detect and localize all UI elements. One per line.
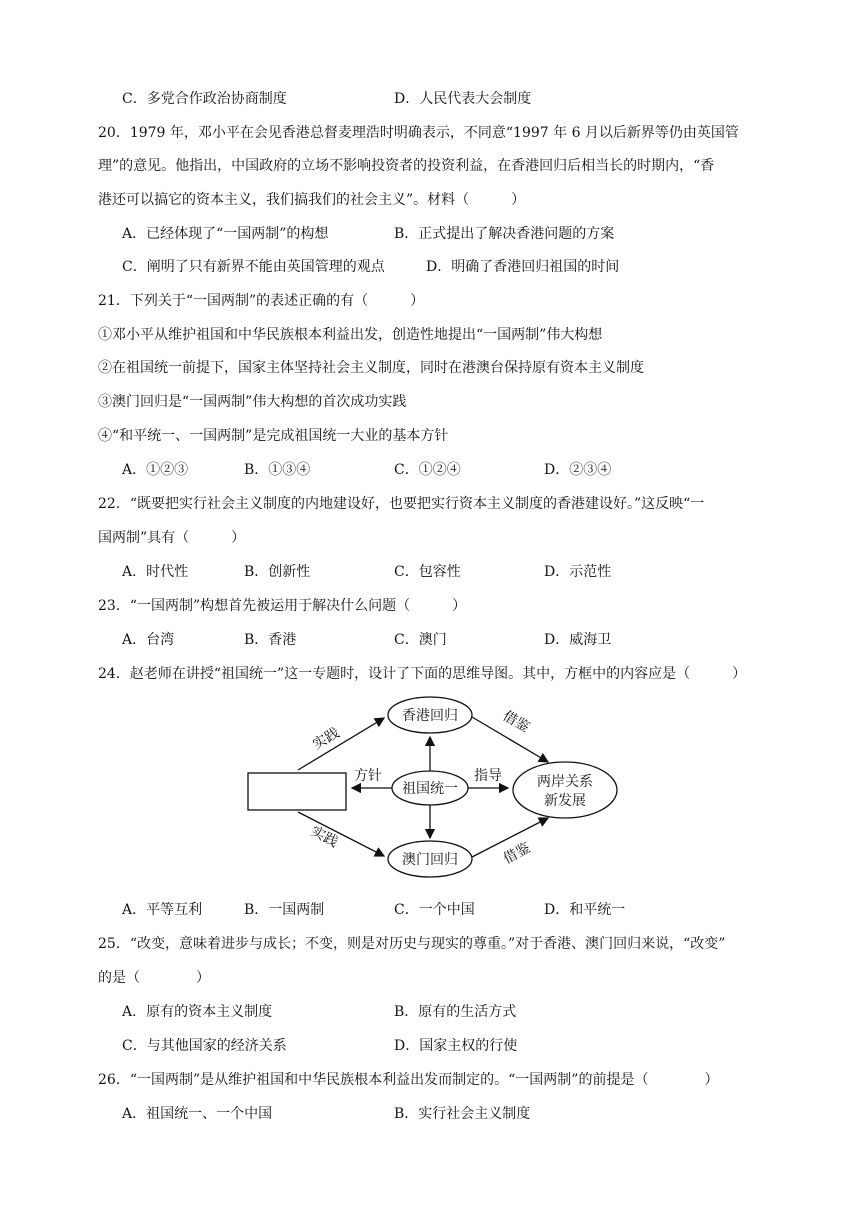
q22-text-line-2: 国两制”具有（ ） — [98, 530, 246, 546]
edge-label-practice-top: 实践 — [310, 725, 343, 753]
q20-text-line-3: 港还可以搞它的资本主义，我们搞我们的社会主义”。材料（ ） — [98, 192, 526, 208]
q22-option-c: C．包容性 — [394, 564, 461, 580]
q24-mind-map-diagram — [240, 690, 630, 890]
q26-question: 26．“一国两制”是从维护祖国和中华民族根本利益出发而制定的。“一国两制”的前提是（ ） — [98, 1072, 719, 1088]
q22-option-d: D．示范性 — [544, 564, 612, 580]
q21-option-b: B．①③④ — [244, 462, 311, 478]
q22-text-line-1: 22．“既要把实行社会主义制度的内地建设好，也要把实行资本主义制度的香港建设好。”这反映“一 — [98, 496, 705, 512]
edge-label-practice-bottom: 实践 — [308, 823, 341, 851]
q24-option-c: C．一个中国 — [394, 902, 475, 918]
q25-option-d: D．国家主权的行使 — [394, 1038, 518, 1054]
arrow-box-to-top — [298, 718, 384, 770]
center-node-label: 祖国统一 — [402, 781, 458, 797]
answer-box — [248, 773, 346, 810]
q20-option-b: B．正式提出了解决香港问题的方案 — [394, 226, 615, 242]
q24-option-a: A．平等互利 — [122, 902, 203, 918]
q20-option-c: C．阐明了只有新界不能由英国管理的观点 — [122, 259, 385, 275]
edge-label-policy: 方针 — [354, 768, 382, 784]
q22-option-b: B．创新性 — [244, 564, 311, 580]
q22-option-a: A．时代性 — [122, 564, 189, 580]
q20-option-d: D．明确了香港回归祖国的时间 — [426, 259, 620, 275]
q21-option-c: C．①②④ — [394, 462, 461, 478]
q21-option-a: A．①②③ — [122, 462, 189, 478]
q26-option-b: B．实行社会主义制度 — [394, 1106, 531, 1122]
right-node-ellipse — [513, 762, 617, 818]
q19-option-d: D．人民代表大会制度 — [394, 91, 532, 107]
q24-option-d: D．和平统一 — [544, 902, 626, 918]
q19-option-c: C．多党合作政治协商制度 — [122, 91, 287, 107]
q20-text-line-1: 20．1979 年，邓小平在会见香港总督麦理浩时明确表示，不同意“1997 年 6 月以后新界等仍由英国管 — [98, 125, 739, 141]
bottom-node-label: 澳门回归 — [402, 852, 458, 868]
q25-text-line-2: 的是（ ） — [98, 970, 210, 986]
edge-label-guide: 指导 — [474, 768, 502, 784]
q25-option-a: A．原有的资本主义制度 — [122, 1004, 273, 1020]
q20-option-a: A．已经体现了“一国两制”的构想 — [122, 226, 329, 242]
right-node-label-line-2: 新发展 — [544, 793, 586, 809]
q20-text-line-2: 理”的意见。他指出，中国政府的立场不影响投资者的投资利益，在香港回归后相当长的时期内，“香 — [98, 158, 715, 174]
q23-option-c: C．澳门 — [394, 632, 447, 648]
q24-option-b: B．一国两制 — [244, 902, 325, 918]
q25-text-line-1: 25．“改变，意味着进步与成长；不变，则是对历史与现实的尊重。”对于香港、澳门回归来说，“改变” — [98, 936, 726, 952]
q25-option-c: C．与其他国家的经济关系 — [122, 1038, 287, 1054]
q21-statement-4: ④“和平统一、一国两制”是完成祖国统一大业的基本方针 — [98, 428, 449, 444]
q23-option-b: B．香港 — [244, 632, 297, 648]
q23-option-d: D．威海卫 — [544, 632, 612, 648]
q21-question: 21．下列关于“一国两制”的表述正确的有（ ） — [98, 293, 425, 309]
q24-question: 24．赵老师在讲授“祖国统一”这一专题时，设计了下面的思维导图。其中，方框中的内容应是（ ） — [98, 666, 747, 682]
top-node-label: 香港回归 — [402, 708, 458, 724]
q25-option-b: B．原有的生活方式 — [394, 1004, 517, 1020]
edge-label-reference-bottom: 借鉴 — [500, 840, 534, 868]
q21-statement-1: ①邓小平从维护祖国和中华民族根本利益出发，创造性地提出“一国两制”伟大构想 — [98, 327, 603, 343]
q21-statement-2: ②在祖国统一前提下，国家主体坚持社会主义制度，同时在港澳台保持原有资本主义制度 — [98, 360, 644, 376]
q23-question: 23．“一国两制”构想首先被运用于解决什么问题（ ） — [98, 598, 467, 614]
q23-option-a: A．台湾 — [122, 632, 175, 648]
edge-label-reference-top: 借鉴 — [499, 708, 533, 736]
q26-option-a: A．祖国统一、一个中国 — [122, 1106, 273, 1122]
q21-statement-3: ③澳门回归是“一国两制”伟大构想的首次成功实践 — [98, 394, 407, 410]
right-node-label-line-1: 两岸关系 — [537, 774, 593, 790]
q21-option-d: D．②③④ — [544, 462, 612, 478]
